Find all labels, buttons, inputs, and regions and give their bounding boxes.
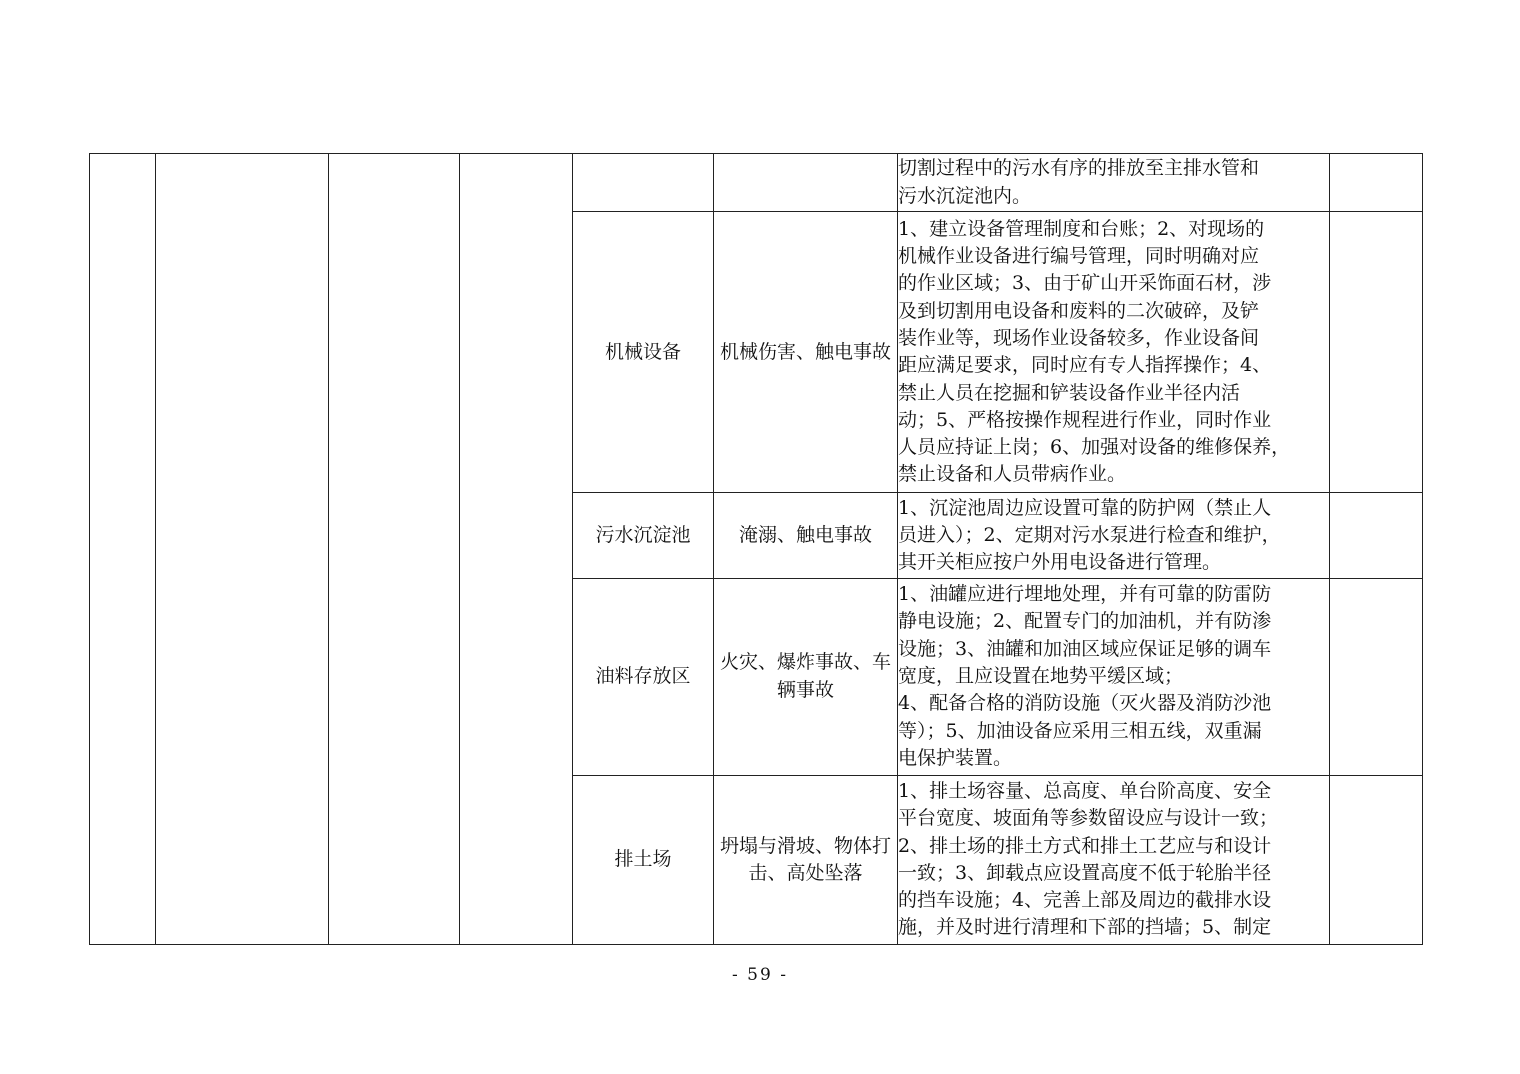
measures-cell [898,493,1330,578]
table-row [90,154,1423,212]
location-cell: 油料存放区 [573,578,714,775]
remarks-cell [1330,493,1423,578]
measures-text: 1、建立设备管理制度和台账；2、对现场的 机械作业设备进行编号管理，同时明确对应 的作业区域；3、由于矿山开采饰面石材，涉 及到切割用电设备和废料的二次破碎，及铲 装作业等，现场作业设备较多，作业设备间 距应满足要求，同时应有专人指挥操作；4、 禁止人员在挖掘和铲装设备作业半径内活 动；5、严格按操作规程进行作业，同时作业 人员应持证上岗；6、加强对设备的维修保养， 禁止设备和人员带病作业。 [898,217,1291,486]
remarks-cell [1330,775,1423,944]
remarks-cell [1330,578,1423,775]
hazard-cell: 火灾、爆炸事故、车辆事故 [714,578,898,775]
merged-cell-col1 [90,154,156,945]
measures-text: 1、沉淀池周边应设置可靠的防护网（禁止人 员进入）；2、定期对污水泵进行检查和维护， 其开关柜应按户外用电设备进行管理。 [898,496,1281,574]
measures-cell [898,212,1330,493]
hazard-control-table [89,153,1423,945]
merged-cell-col3 [329,154,460,945]
hazard-cell: 机械伤害、触电事故 [714,212,898,493]
location-cell: 机械设备 [573,212,714,493]
hazard-cell: 淹溺、触电事故 [714,493,898,578]
measures-text: 1、排土场容量、总高度、单台阶高度、安全 平台宽度、坡面角等参数留设应与设计一致； 2、排土场的排土方式和排土工艺应与和设计 一致；3、卸载点应设置高度不低于轮胎半径 的挡车设施；4、完善上部及周边的截排水设 施，并及时进行清理和下部的挡墙；5、制定 [898,779,1279,939]
merged-cell-col4 [460,154,573,945]
measures-text: 1、油罐应进行埋地处理，并有可靠的防雷防 静电设施；2、配置专门的加油机，并有防渗 设施；3、油罐和加油区域应保证足够的调车 宽度，且应设置在地势平缓区域； 4、配备合格的消防设施（灭火器及消防沙池 等）；5、加油设备应采用三相五线，双重漏 电保护装置。 [898,583,1272,769]
location-cell [573,154,714,212]
hazard-cell: 坍塌与滑坡、物体打击、高处坠落 [714,775,898,944]
location-cell: 污水沉淀池 [573,493,714,578]
page-number: - 59 - [732,965,788,985]
hazard-cell [714,154,898,212]
remarks-cell [1330,154,1423,212]
measures-cell [898,578,1330,775]
location-cell: 排土场 [573,775,714,944]
measures-cell [898,775,1330,944]
measures-cell [898,154,1330,212]
remarks-cell [1330,212,1423,493]
measures-text: 切割过程中的污水有序的排放至主排水管和 污水沉淀池内。 [898,157,1260,207]
merged-cell-col2 [156,154,329,945]
